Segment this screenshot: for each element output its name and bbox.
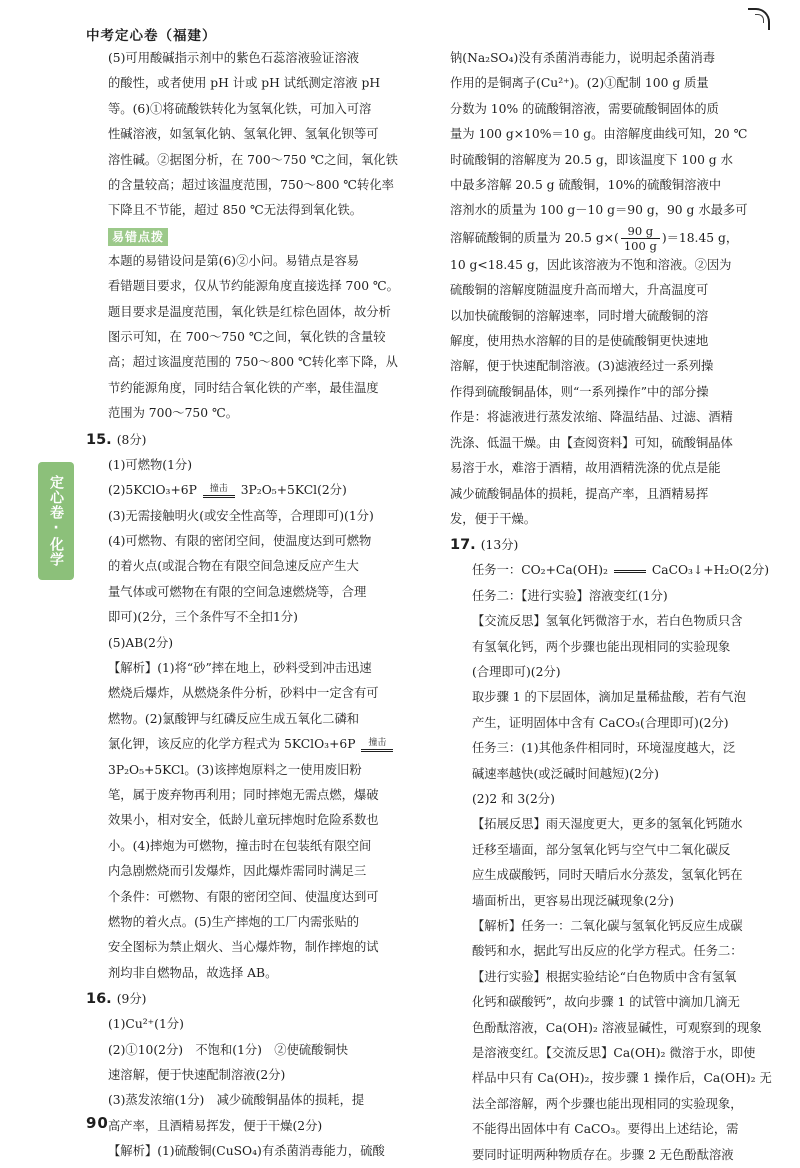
text-line: 节约能源角度，同时结合氧化铁的产率，最佳温度 [108,380,379,395]
text-line: 迁移至墙面，部分氢氧化钙与空气中二氧化碳反 [472,842,731,857]
text-line: 燃烧后爆炸，从燃烧条件分析，砂料中一定含有可 [108,686,379,701]
text-line: 时硫酸铜的溶解度为 20.5 g，即该温度下 100 g 水 [450,152,733,167]
text-line: 洗涤、低温干燥。由【查阅资料】可知，硫酸铜晶体 [450,435,733,450]
text-line: (5)AB(2分) [108,635,174,650]
right-column [450,46,780,1168]
text-line: 量气体或可燃物在有限的空间急速燃烧等，合理 [108,584,367,599]
text-line: 任务三：(1)其他条件相同时，环境湿度越大，泛 [472,741,736,756]
text-line: 取步骤 1 的下层固体，滴加足量稀盐酸，若有气泡 [472,690,746,705]
text-line: 【交流反思】氢氧化钙微溶于水，若白色物质只含 [472,614,743,629]
text-line: 笔，属于废弃物再利用；同时摔炮无需点燃，爆破 [108,787,379,802]
text-line: 速溶解，便于快速配制溶液(2分) [108,1068,286,1083]
left-column [86,46,430,1165]
question-points: (8分) [116,432,147,447]
text-line: 即可)(2分，三个条件写不全扣1分) [108,610,298,625]
text-line: 的酸性，或者使用 pH 计或 pH 试纸测定溶液 pH [108,76,381,91]
q15-equation [86,478,430,503]
fraction [621,224,660,253]
text-line: 本题的易错设问是第(6)②小问。易错点是容易 [108,253,360,268]
text-line: 样品中只有 Ca(OH)₂，按步骤 1 操作后，Ca(OH)₂ 无 [472,1071,772,1086]
question-17-heading [450,532,780,558]
text-line: 个条件：可燃物、有限的密闭空间、使温度达到可 [108,889,379,904]
text-line: 量为 100 g×10%＝10 g。由溶解度曲线可知，20 ℃ [450,127,748,142]
equation-rhs: 3P₂O₅+5KCl(2分) [240,483,347,498]
text-line: (2)2 和 3(2分) [472,791,555,806]
q17-equation [450,558,780,583]
text-line: 的着火点(或混合物在有限空间急速反应产生大 [108,559,359,574]
text-line: (3)蒸发浓缩(1分) 减少硫酸铜晶体的损耗，提 [108,1093,365,1108]
reaction-arrow-icon [614,569,646,573]
yicuo-badge: 易错点拨 [108,228,168,246]
q15-analysis-cont [86,758,430,987]
q15-analysis-equation [86,732,430,757]
text-line: 小。(4)摔炮为可燃物，撞击时在包装纸有限空间 [108,838,372,853]
question-15-heading [86,427,430,453]
text-line: 剂均非自燃物品，故选择 AB。 [108,965,278,980]
text-line: 发，便于干燥。 [450,511,537,526]
text-line: 中最多溶解 20.5 g 硫酸铜，10%的硫酸铜溶液中 [450,178,722,193]
equation-lhs: 氯化钾，该反应的化学方程式为 5KClO₃+6P [108,737,356,752]
question-16-heading [86,986,430,1012]
q15-answers [86,453,430,478]
text-line: (1)Cu²⁺(1分) [108,1017,184,1032]
text-line: 3P₂O₅+5KCl。(3)该摔炮原料之一使用废旧粉 [108,762,362,777]
text-line: (2)①10(2分) 不饱和(1分) ②使硫酸铜快 [108,1042,349,1057]
text-line: (合理即可)(2分) [472,664,561,679]
question-number: 16. [86,991,112,1008]
q16-answers [86,1012,430,1164]
q15-answers-cont [86,504,430,656]
text-line: 不能得出固体中有 CaCO₃。要得出上述结论，需 [472,1122,739,1137]
text-line: 易溶于水，难溶于酒精，故用酒精洗涤的优点是能 [450,461,721,476]
question-points: (13分) [480,538,519,553]
text-line: 10 g<18.45 g，因此该溶液为不饱和溶液。②因为 [450,257,732,272]
equation-lhs: (2)5KClO₃+6P [108,483,197,498]
text-line: 【解析】(1)硫酸铜(CuSO₄)有杀菌消毒能力，硫酸 [108,1144,385,1159]
yicuo-explanation [86,249,430,427]
text-line: 钠(Na₂SO₄)没有杀菌消毒能力，说明起杀菌消毒 [450,51,716,65]
text-line: 溶剂水的质量为 100 g－10 g＝90 g，90 g 水最多可 [450,203,748,218]
text-line: 下降且不节能，超过 850 ℃无法得到氧化铁。 [108,203,363,218]
text-line: 等。(6)①将硫酸铁转化为氢氧化铁，可加入可溶 [108,101,372,116]
text-line: 化钙和碳酸钙”，故向步骤 1 的试管中滴加几滴无 [472,995,740,1010]
equation-lhs: 任务一：CO₂+Ca(OH)₂ [472,563,608,578]
text-line: 高产率，且酒精易挥发，便于干燥(2分) [108,1118,323,1133]
text-line: 溶解，便于快速配制溶液。(3)滤液经过一系列操 [450,359,714,374]
page-number: 90 [86,1114,109,1132]
text-line: 【拓展反思】雨天湿度更大，更多的氢氧化钙随水 [472,817,743,832]
text-line: 内急剧燃烧而引发爆炸，因此爆炸需同时满足三 [108,864,367,879]
text-line: 作得到硫酸铜晶体，则“一系列操作”中的部分操 [450,384,709,399]
reaction-condition: 撞击 [209,483,228,494]
reaction-arrow-icon [361,738,393,752]
text-line: 减少硫酸铜晶体的损耗，提高产率，且酒精易挥 [450,486,709,501]
text-line: 酸钙和水，据此写出反应的化学方程式。任务二： [472,944,743,959]
q16-analysis-cont [450,46,780,224]
question-number: 17. [450,537,476,554]
text-line: 溶性碱。②据图分析，在 700～750 ℃之间，氧化铁 [108,152,398,167]
fraction-line [450,224,780,253]
text-line: 产生，证明固体中含有 CaCO₃(合理即可)(2分) [472,715,729,730]
equation-rhs: CaCO₃↓+H₂O(2分) [651,563,770,578]
text-line: (1)可燃物(1分) [108,457,193,472]
answer-14-continuation [86,46,430,224]
fraction-suffix: )＝18.45 g， [661,230,739,245]
text-line: 高；超过该温度范围的 750～800 ℃转化率下降，从 [108,355,398,370]
text-line: 作是：将滤液进行蒸发浓缩、降温结晶、过滤、酒精 [450,410,733,425]
text-line: 是溶液变红。【交流反思】Ca(OH)₂ 微溶于水，即使 [472,1046,756,1061]
fraction-denominator: 100 g [623,238,657,253]
text-line: 范围为 700～750 ℃。 [108,406,239,421]
page-curl-icon [748,8,770,30]
reaction-arrow-icon [203,484,235,498]
text-line: 墙面析出，更容易出现泛碱现象(2分) [472,893,674,908]
text-line: 【解析】任务一：二氧化碳与氢氧化钙反应生成碳 [472,919,743,933]
text-line: 安全图标为禁止烟火、当心爆炸物，制作摔炮的试 [108,940,379,955]
text-line: 作用的是铜离子(Cu²⁺)。(2)①配制 100 g 质量 [450,76,709,91]
question-points: (9分) [116,992,147,1007]
text-line: 图示可知，在 700～750 ℃之间，氧化铁的含量较 [108,330,386,345]
text-line: (3)无需接触明火(或安全性高等，合理即可)(1分) [108,508,374,523]
text-line: 题目要求是温度范围，氧化铁是红棕色固体，故分析 [108,304,391,319]
question-number: 15. [86,431,112,448]
text-line: 的含量较高；超过该温度范围，750～800 ℃转化率 [108,178,394,193]
text-line: 硫酸铜的溶解度随温度升高而增大，升高温度可 [450,283,709,298]
text-line: 以加快硫酸铜的溶解速率，同时增大硫酸铜的溶 [450,308,709,323]
text-line: 碱速率越快(或泛碱时间越短)(2分) [472,766,659,781]
q17-answers [450,584,780,1168]
text-line: 燃物。(2)氯酸钾与红磷反应生成五氧化二磷和 [108,711,360,726]
side-tab-label: 定心卷·化学 [38,462,74,580]
q15-analysis [86,656,430,732]
fraction-prefix: 溶解硫酸铜的质量为 20.5 g×( [450,230,619,245]
text-line: 解度，使用热水溶解的目的是使硫酸铜更快速地 [450,334,709,349]
text-line: 要同时证明两种物质存在。步骤 2 无色酚酞溶液 [472,1147,734,1162]
q16-analysis-cont2 [450,253,780,532]
text-line: 分数为 10% 的硫酸铜溶液，需要硫酸铜固体的质 [450,101,719,116]
page-header: 中考定心卷（福建） [86,28,217,44]
fraction-numerator: 90 g [621,224,660,239]
text-line: 应生成碳酸钙，同时天晴后水分蒸发，氢氧化钙在 [472,868,743,883]
text-line: 法全部溶解，两个步骤也能出现相同的实验现象， [472,1096,743,1111]
reaction-condition: 撞击 [368,737,387,748]
text-line: 任务二：【进行实验】溶液变红(1分) [472,588,668,603]
text-line: 色酚酞溶液，Ca(OH)₂ 溶液显碱性，可观察到的现象 [472,1020,762,1035]
text-line: 【解析】(1)将“砂”摔在地上，砂料受到冲击迅速 [108,660,372,675]
text-line: (5)可用酸碱指示剂中的紫色石蕊溶液验证溶液 [108,51,360,65]
text-line: 看错题目要求，仅从节约能源角度直接选择 700 ℃。 [108,279,399,294]
text-line: 性碱溶液，如氢氧化钠、氢氧化钾、氢氧化钡等可 [108,127,379,142]
text-line: 【进行实验】根据实验结论“白色物质中含有氢氧 [472,969,737,984]
text-line: 燃物的着火点。(5)生产摔炮的工厂内需张贴的 [108,915,360,929]
text-line: 效果小，相对安全，低龄儿童玩摔炮时危险系数也 [108,813,379,828]
text-line: (4)可燃物、有限的密闭空间，使温度达到可燃物 [108,533,372,548]
text-line: 有氢氧化钙，两个步骤也能出现相同的实验现象 [472,639,731,654]
